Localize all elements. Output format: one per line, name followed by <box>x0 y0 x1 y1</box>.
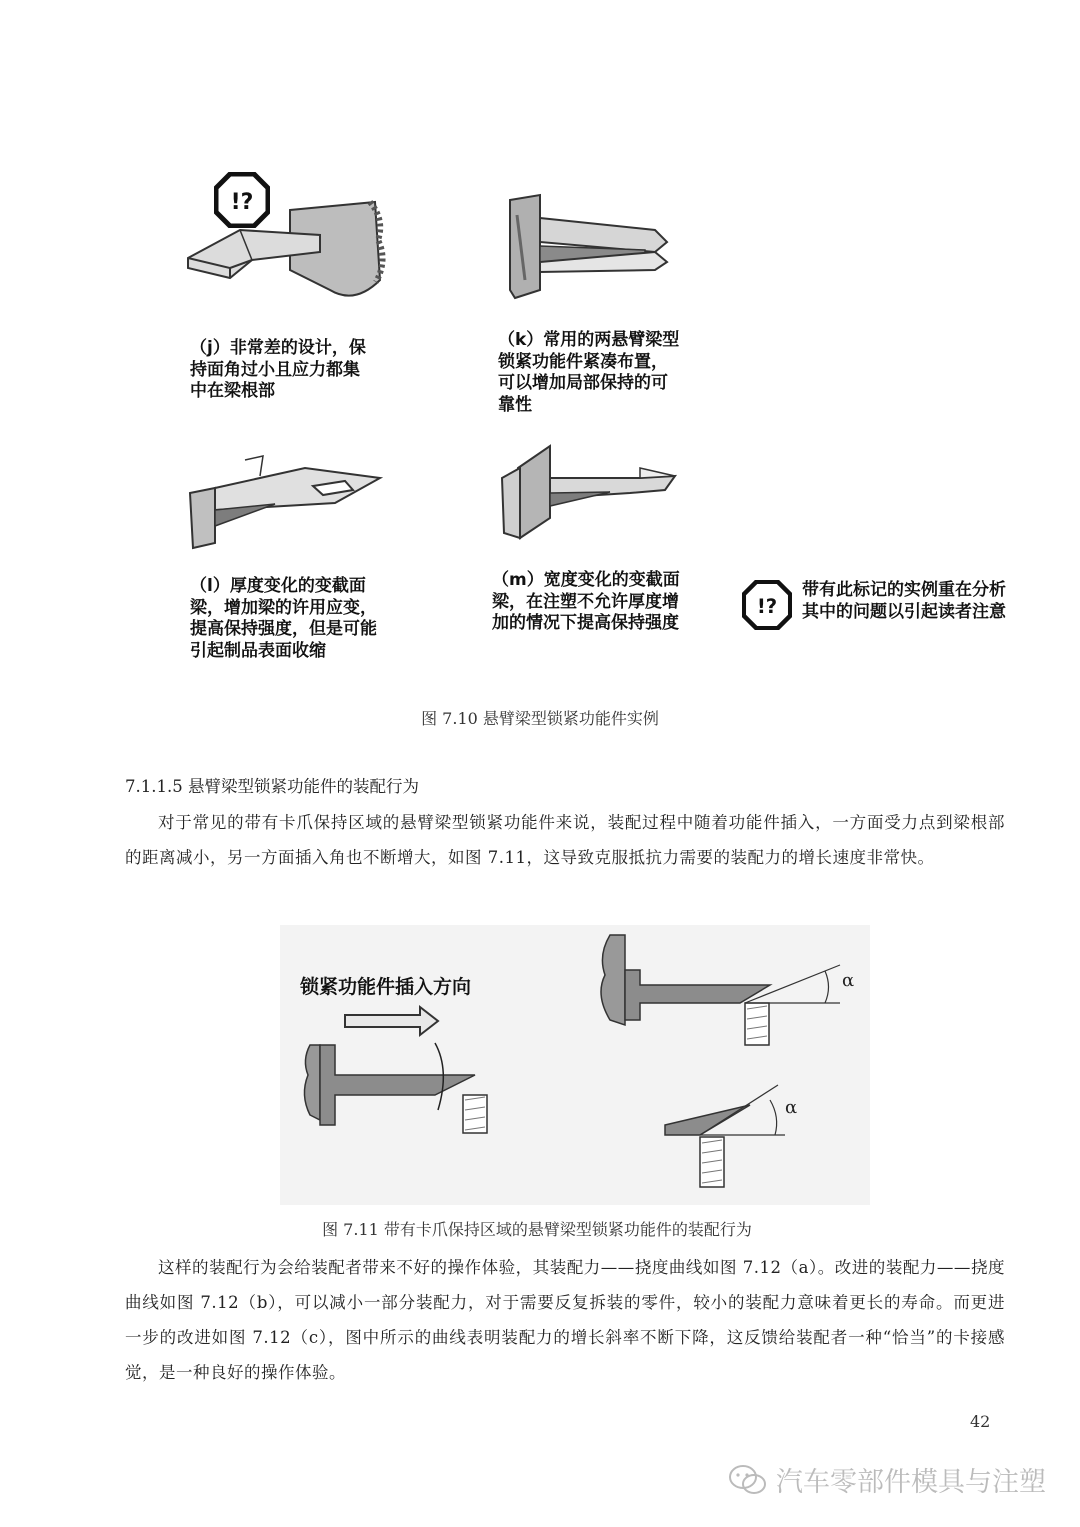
caption-line: 引起制品表面收缩 <box>190 640 326 661</box>
angle-label-top: α <box>842 970 855 991</box>
angle-label-bottom: α <box>785 1097 798 1118</box>
caption-line: （m）宽度变化的变截面 <box>492 570 680 590</box>
watermark <box>728 1460 1046 1499</box>
caption-line: 加的情况下提高保持强度 <box>492 613 679 633</box>
caption-line: （j）非常差的设计，保 <box>190 338 366 358</box>
illustration-l <box>185 448 385 558</box>
warning-legend-symbol: !? <box>756 595 778 619</box>
caption-line: 中在梁根部 <box>190 381 275 401</box>
caption-line: 可以增加局部保持的可 <box>498 373 668 393</box>
caption-item-k <box>498 330 679 416</box>
illustration-m <box>490 438 690 548</box>
caption-line: 靠性 <box>498 394 532 415</box>
caption-line: 提高保持强度，但是可能 <box>190 619 377 639</box>
watermark-text: 汽车零部件模具与注塑 <box>776 1467 1046 1498</box>
warning-legend-icon <box>742 580 792 630</box>
paragraph-1: 对于常见的带有卡爪保持区域的悬臂梁型锁紧功能件来说，装配过程中随着功能件插入，一方面受力点到梁根部的距离减小，另一方面插入角也不断增大，如图 7.11，这导致克服抵抗力需要的装配力的增长速度非常快。 <box>125 813 1005 867</box>
warning-legend-text <box>802 580 1006 623</box>
caption-line: 梁，在注塑不允许厚度增 <box>492 591 679 612</box>
wechat-icon <box>728 1463 768 1497</box>
caption-line: （l）厚度变化的变截面 <box>190 576 366 596</box>
caption-line: （k）常用的两悬臂梁型 <box>498 330 680 350</box>
figure-7-11-caption: 图 7.11 带有卡爪保持区域的悬臂梁型锁紧功能件的装配行为 <box>322 1220 752 1239</box>
legend-line: 其中的问题以引起读者注意 <box>802 601 1006 622</box>
caption-line: 持面角过小且应力都集 <box>190 359 360 380</box>
caption-line: 梁，增加梁的许用应变， <box>190 597 377 618</box>
warning-symbol-text: !? <box>230 190 254 215</box>
legend-line: 带有此标记的实例重在分析 <box>802 580 1006 600</box>
illustration-k <box>495 190 685 305</box>
section-heading: 7.1.1.5 悬臂梁型锁紧功能件的装配行为 <box>125 777 419 796</box>
caption-item-j <box>190 338 366 403</box>
illustration-j <box>180 190 390 310</box>
page-number: 42 <box>970 1412 991 1431</box>
insertion-direction-label: 锁紧功能件插入方向 <box>300 976 472 998</box>
figure-7-11 <box>280 925 870 1205</box>
paragraph-2: 这样的装配行为会给装配者带来不好的操作体验，其装配力——挠度曲线如图 7.12（a）。改进的装配力——挠度曲线如图 7.12（b），可以减小一部分装配力，对于需要反复拆装的零件，较小的装配力意味着更长的寿命。而更进一步的改进如图 7.12（c），图中所示的曲线表明装配力的增长斜率不断下降，这反馈给装配者一种“恰当”的卡接感觉，是一种良好的操作体验。 <box>125 1258 1005 1382</box>
figure-7-10 <box>0 0 1080 700</box>
figure-7-10-caption: 图 7.10 悬臂梁型锁紧功能件实例 <box>421 709 659 728</box>
caption-item-m <box>492 570 680 635</box>
caption-line: 锁紧功能件紧凑布置， <box>498 351 668 372</box>
caption-item-l <box>190 576 377 662</box>
